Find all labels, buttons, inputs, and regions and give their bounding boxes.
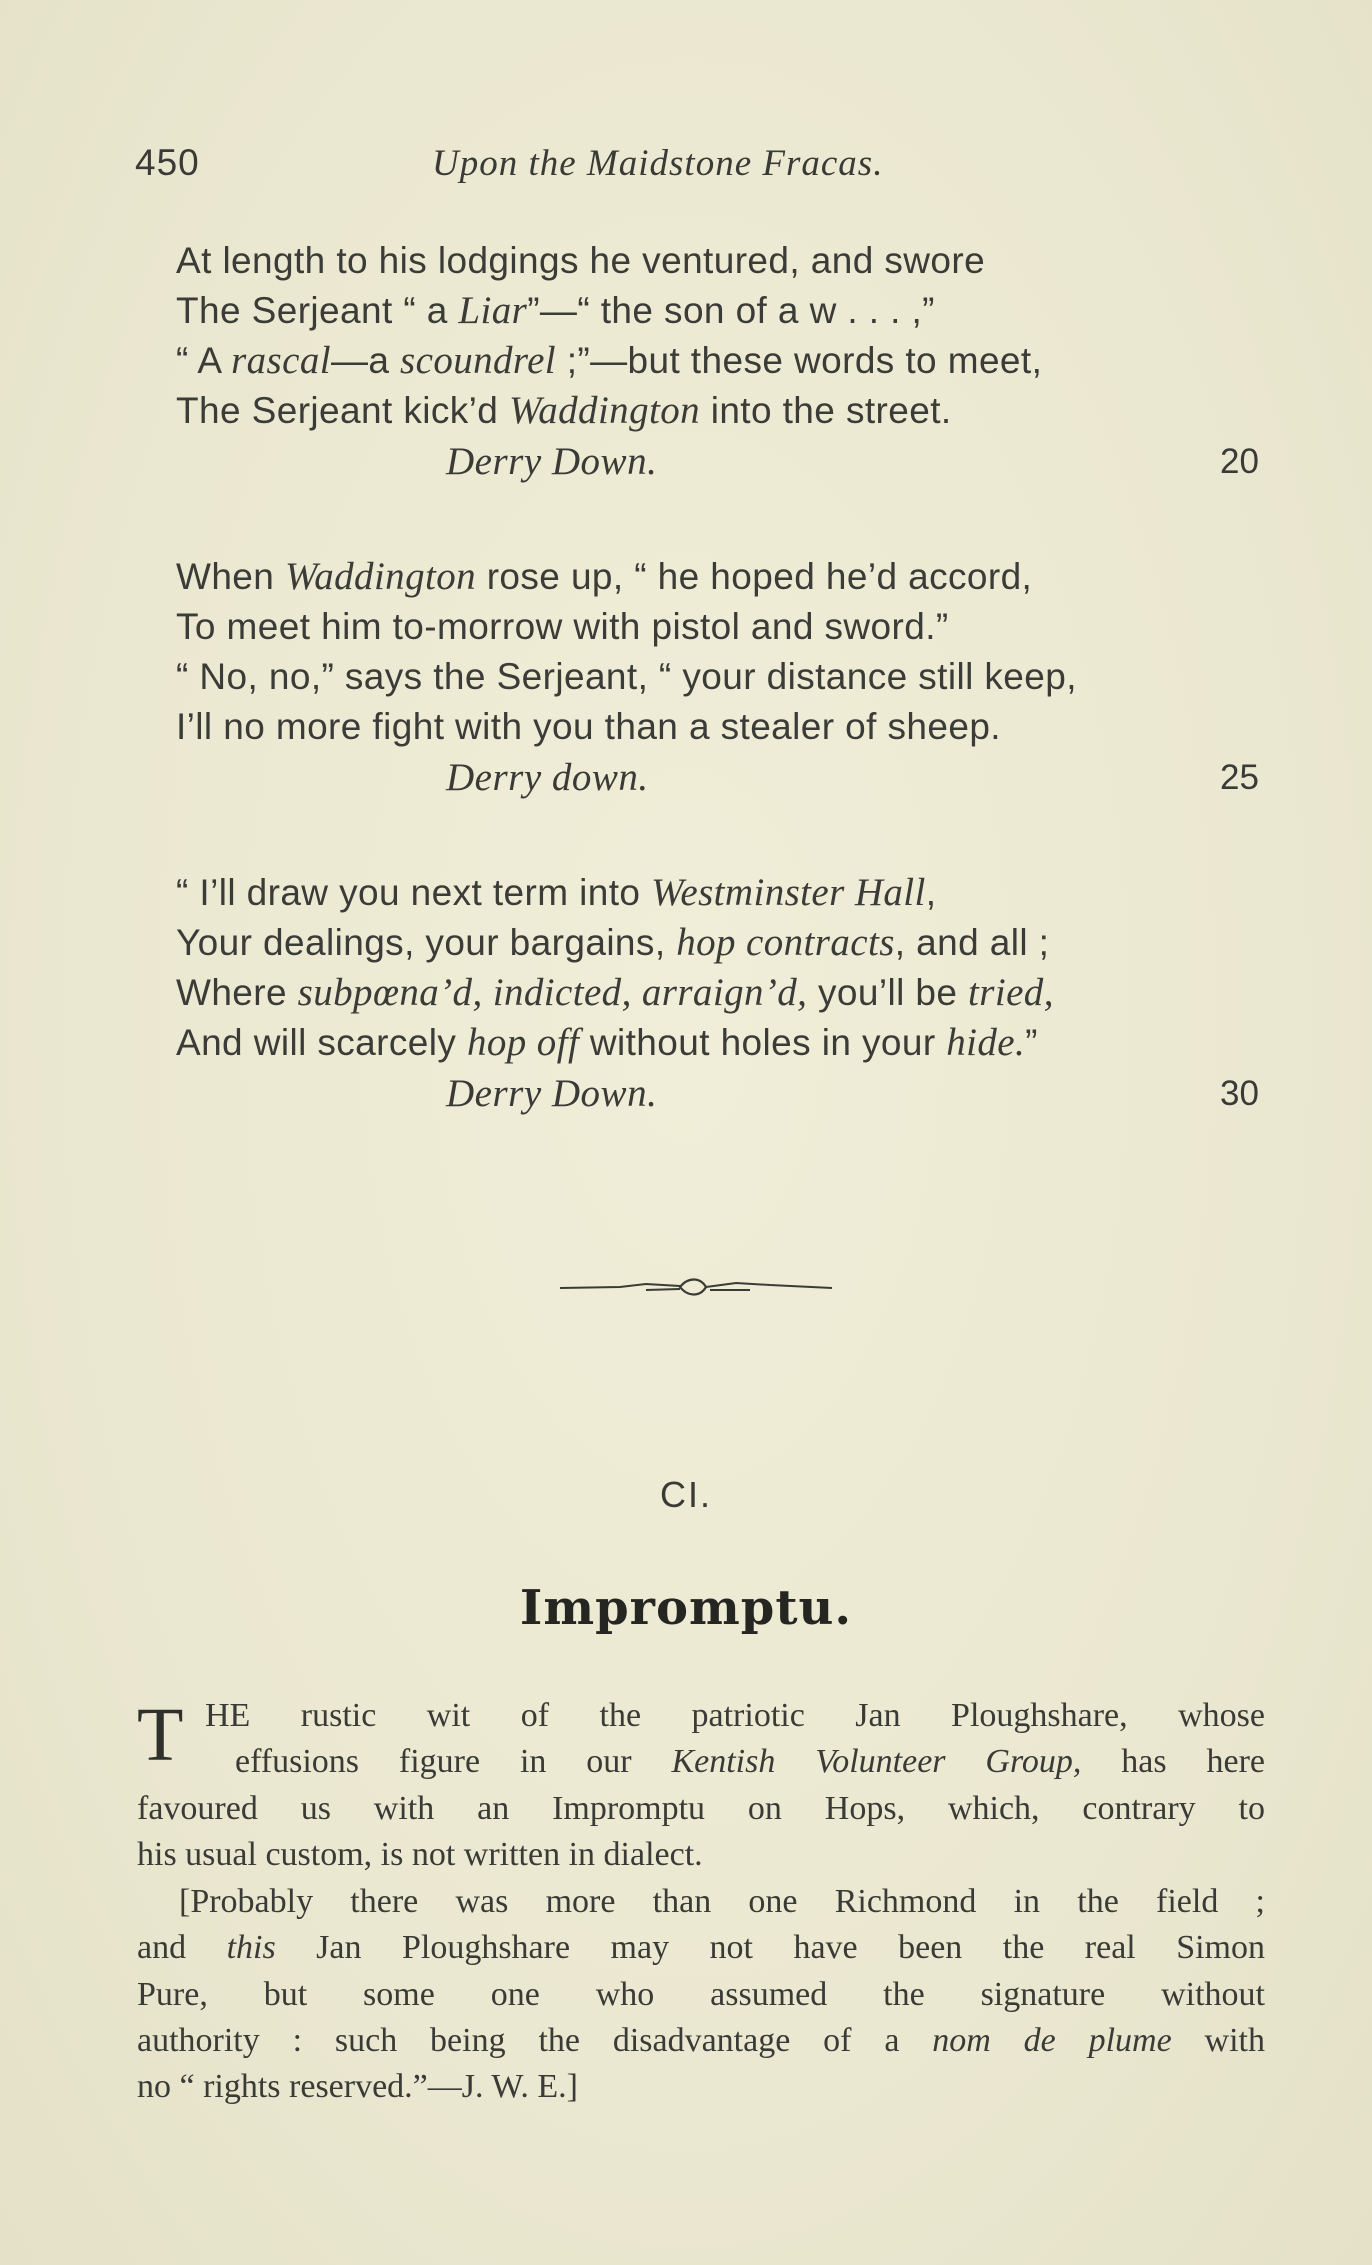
verse-line: To meet him to-morrow with pistol and sword.” [176,606,949,647]
refrain-line [176,1068,1276,1120]
paragraph-line: authority : such being the disadvantage of a nom de plume with [137,2021,1265,2059]
verse-line: “ No, no,” says the Serjeant, “ your distance still keep, [176,656,1077,697]
verse-line: “ I’ll draw you next term into Westminster Hall, [176,871,937,914]
section-title: Impromptu. [519,1580,853,1636]
refrain-line [176,436,1276,488]
verse-line: Your dealings, your bargains, hop contracts, and all ; [176,921,1050,964]
refrain-line [176,752,1276,804]
refrain: Derry Down. [446,1072,658,1115]
line-number: 20 [1220,442,1259,481]
intro-paragraph [137,1693,1265,1878]
verse-line: Where subpœna’d, indicted, arraign’d, you’ll be tried, [176,971,1054,1014]
refrain: Derry down. [446,756,649,799]
line-number: 25 [1220,758,1259,797]
stanza-2 [176,552,1276,804]
verse-line: I’ll no more fight with you than a stealer of sheep. [176,706,1001,747]
paragraph-line: effusions figure in our Kentish Volunteer Group, has here [235,1743,1266,1781]
stanza-3 [176,868,1276,1120]
verse-line: And will scarcely hop off without holes in your hide.” [176,1021,1038,1064]
stanza-1 [176,236,1276,488]
section-number: CI. [659,1474,712,1515]
line-number: 30 [1220,1074,1259,1113]
paragraph-line: [Probably there was more than one Richmond in the field ; [179,1883,1265,1920]
running-title: Upon the Maidstone Fracas. [432,143,884,184]
paragraph-line: his usual custom, is not written in dialect. [137,1835,703,1873]
paragraph-line: no “ rights reserved.”—J. W. E.] [137,2068,578,2106]
drop-cap: T [137,1693,184,1777]
paragraph-line: HE rustic wit of the patriotic Jan Ploughshare, whose [205,1697,1265,1734]
verse-line: The Serjeant “ a Liar”—“ the son of a w . . . ,” [176,289,935,332]
refrain: Derry Down. [446,440,658,483]
ornament-divider-icon [560,1272,832,1302]
running-head [0,142,1372,192]
page-number: 450 [135,142,200,183]
verse-line: At length to his lodgings he ventured, and swore [176,240,986,281]
paragraph-line: and this Jan Ploughshare may not have been the real Simon [137,1929,1265,1967]
verse-line: When Waddington rose up, “ he hoped he’d accord, [176,555,1033,598]
verse-line: “ A rascal—a scoundrel ;”—but these words to meet, [176,339,1043,382]
paragraph-line: favoured us with an Impromptu on Hops, which, contrary to [137,1789,1265,1827]
verse-line: The Serjeant kick’d Waddington into the street. [176,389,952,432]
editor-note [137,1879,1265,2110]
paragraph-line: Pure, but some one who assumed the signature without [137,1975,1265,2013]
